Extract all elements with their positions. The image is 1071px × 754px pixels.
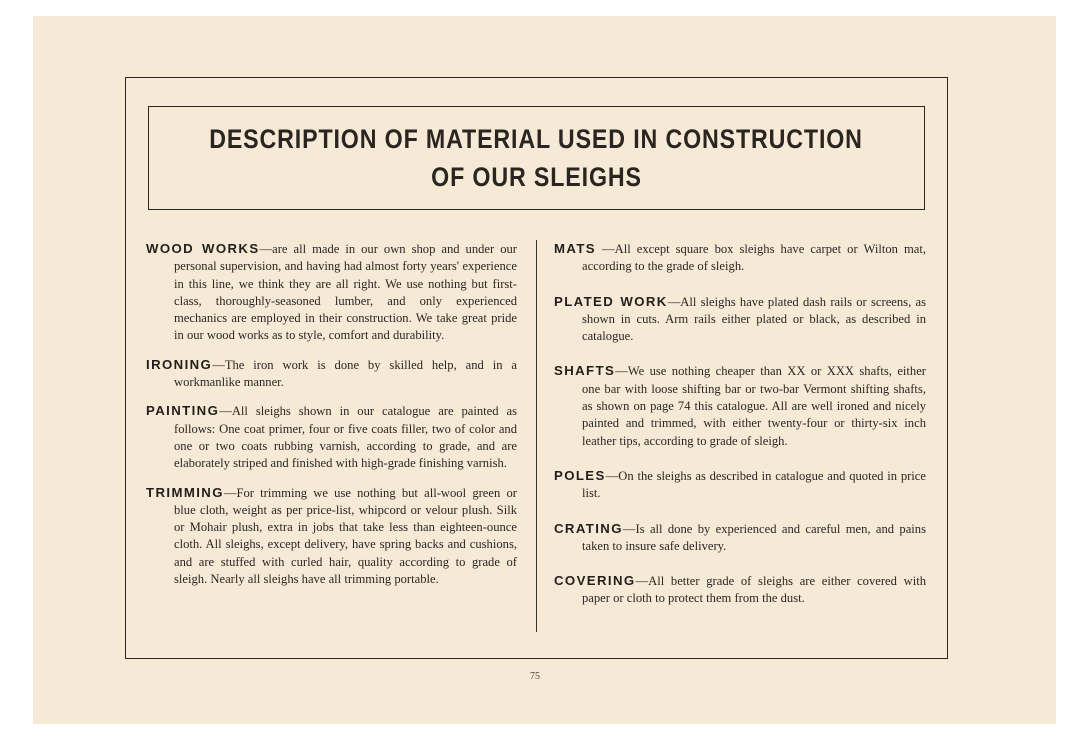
- entry-plated-work: [554, 293, 926, 346]
- catalogue-page: [33, 16, 1056, 724]
- entry-term: TRIMMING: [146, 484, 224, 500]
- entry-text: —All better grade of sleighs are either covered with paper or cloth to protect them from the dust.: [582, 574, 926, 606]
- entry-ironing: [146, 356, 517, 392]
- entry-term: IRONING: [146, 356, 213, 372]
- entry-trimming: [146, 484, 517, 589]
- entry-text: —For trimming we use nothing but all-wool green or blue cloth, weight as per price-list, whipcord or velour plush. Silk or Mohair plush, extra in jobs that take less than eighteen-ounce cloth. All sleighs, except delivery, have spring backs and cushions, and are stuffed with curled hair, quality according to grade of sleigh. Nearly all sleighs have all trimming portable.: [174, 485, 517, 587]
- entry-covering: [554, 572, 926, 608]
- entry-crating: [554, 520, 926, 556]
- entry-text: —are all made in our own shop and under our personal supervision, and having had almost forty years' experience in this line, we think they are all right. We use nothing but first-class, thoroughly-seasoned lumber, and only experienced mechanics are employed in their construction. We take great pride in our wood works as to style, comfort and durability.: [174, 242, 517, 343]
- entry-text: —On the sleighs as described in catalogue and quoted in price list.: [582, 468, 926, 501]
- column-divider: [536, 240, 537, 632]
- title-box: [148, 106, 925, 210]
- entry-term: COVERING: [554, 573, 636, 589]
- entry-shafts: [554, 362, 926, 449]
- entry-text: —We use nothing cheaper than XX or XXX shafts, either one bar with loose shifting bar or two-bar Vermont shifting shafts, as shown on page 74 this catalogue. All are well ironed and nicely painted and trimmed, with either twenty-four or thirty-six inch leather tips, according to grade of sleigh.: [582, 364, 926, 448]
- page-number: 75: [530, 671, 540, 682]
- entry-term: WOOD WORKS: [146, 241, 260, 256]
- entry-text: —Is all done by experienced and careful men, and pains taken to insure safe delivery.: [582, 521, 926, 553]
- entry-text: —The iron work is done by skilled help, and in a workmanlike manner.: [174, 357, 517, 390]
- left-column: [146, 240, 517, 588]
- entry-term: SHAFTS: [554, 363, 616, 379]
- right-column: [554, 240, 926, 608]
- entry-term: PLATED WORK: [554, 293, 668, 309]
- page-title-line-1: DESCRIPTION OF MATERIAL USED IN CONSTRUCTION: [209, 124, 864, 154]
- content-frame: [125, 77, 948, 659]
- entry-term: MATS: [554, 241, 596, 256]
- entry-text: —All sleighs shown in our catalogue are painted as follows: One coat primer, four or five coats filler, two of color and one or two coats rubbing varnish, according to grade, and are elaborately striped and finished with high-grade finishing varnish.: [174, 404, 517, 471]
- entry-wood-works: [146, 240, 517, 345]
- entry-term: CRATING: [554, 520, 623, 536]
- entry-term: PAINTING: [146, 403, 220, 419]
- page-title-line-2: OF OUR SLEIGHS: [431, 162, 642, 192]
- entry-term: POLES: [554, 467, 606, 483]
- entry-text: —All sleighs have plated dash rails or screens, as shown in cuts. Arm rails either plated or black, as described in catalogue.: [582, 294, 926, 344]
- entry-painting: [146, 402, 517, 472]
- entry-mats: [554, 240, 926, 276]
- entry-poles: [554, 467, 926, 503]
- entry-text: —All except square box sleighs have carpet or Wilton mat, according to the grade of sleigh.: [582, 242, 926, 274]
